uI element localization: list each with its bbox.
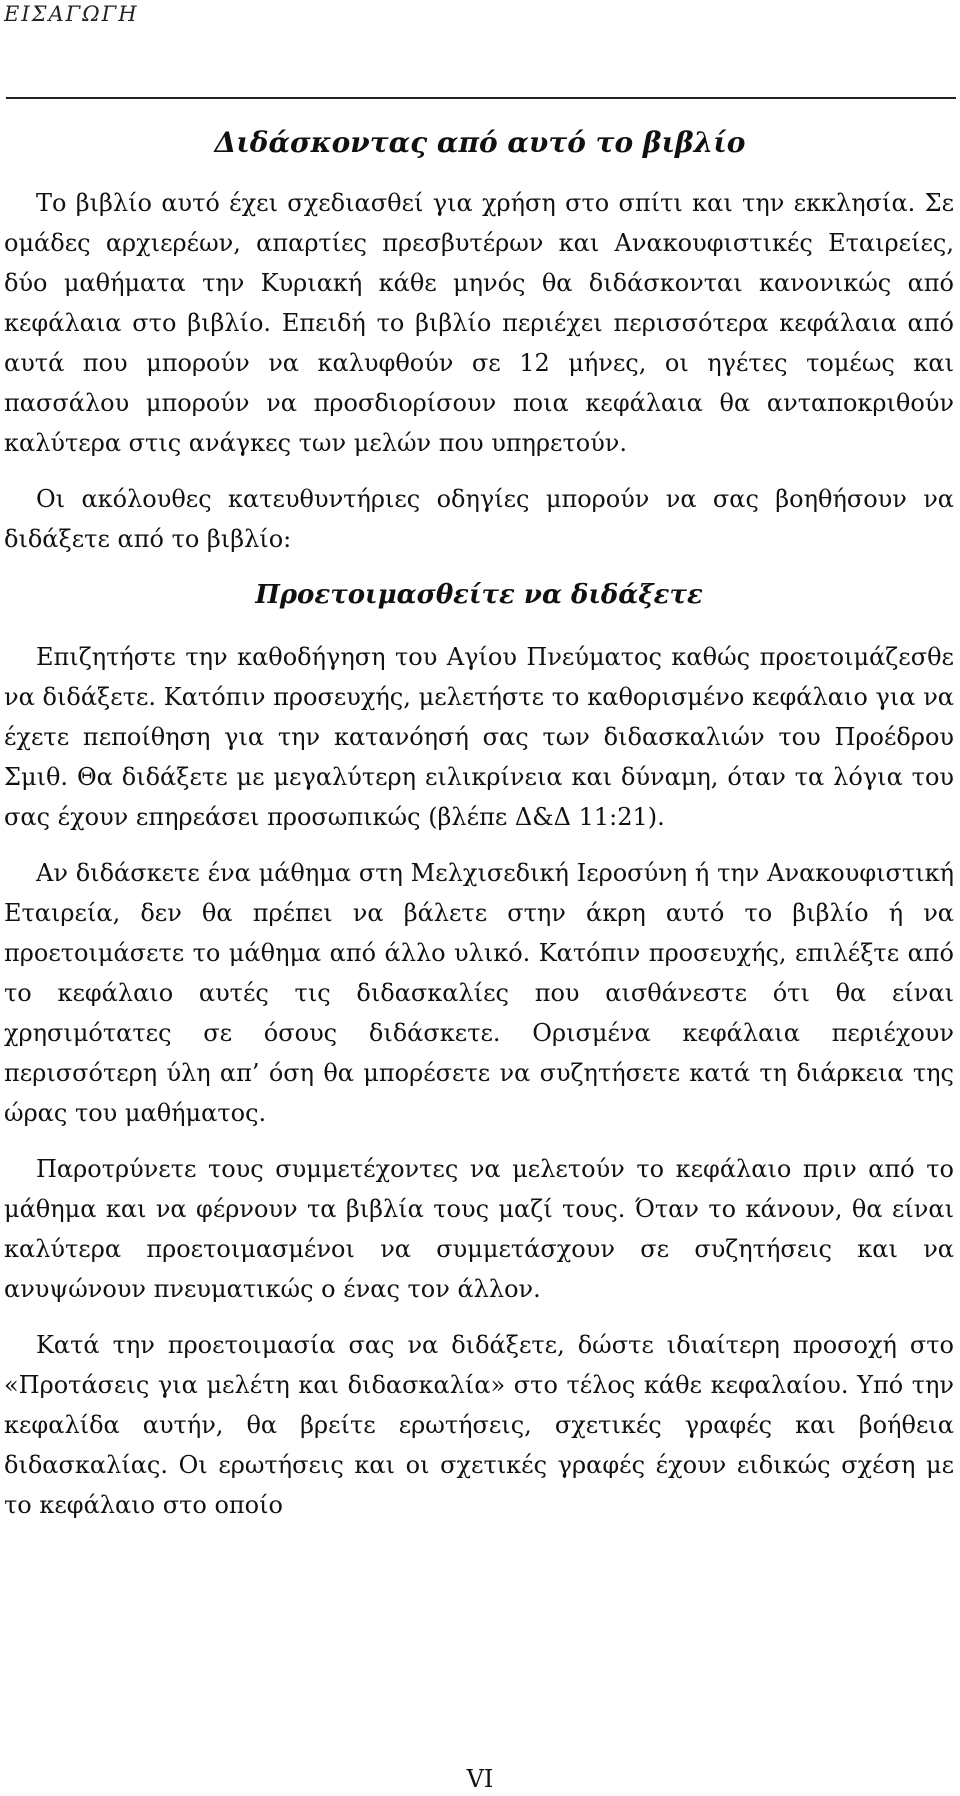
subsection-title: Προετοιμασθείτε να διδάξετε [255, 580, 703, 610]
page-number: VI [466, 1765, 494, 1793]
paragraph: Το βιβλίο αυτό έχει σχεδιασθεί για χρήση στο σπίτι και την εκκλησία. Σε ομάδες αρχιερέων, απαρτίες πρεσβυτέρων και Ανακουφιστικές Εταιρείες, δύο μαθήματα την Κυριακή κάθε μηνός θα διδάσκονται κανονικώς από κεφάλαια στο βιβλίο. Επειδή το βιβλίο περιέχει περισσότερα κεφάλαια από αυτά που μπορούν να καλυφθούν σε 12 μήνες, οι ηγέτες τομέως και πασσάλου μπορούν να προσδιορίσουν ποια κεφάλαια θα ανταποκριθούν καλύτερα στις ανάγκες των μελών που υπηρετούν. [4, 189, 954, 457]
paragraph: Παροτρύνετε τους συμμετέχοντες να μελετούν το κεφάλαιο πριν από το μάθημα και να φέρνουν τα βιβλία τους μαζί τους. Όταν το κάνουν, θα είναι καλύτερα προετοιμασμένοι να συμμετάσχουν σε συζητήσεις και να ανυψώνουν πνευματικώς ο ένας τον άλλον. [4, 1155, 954, 1303]
paragraph: Αν διδάσκετε ένα μάθημα στη Μελχισεδική Ιεροσύνη ή την Ανακουφιστική Εταιρεία, δεν θα πρέπει να βάλετε στην άκρη αυτό το βιβλίο ή να προετοιμάσετε το μάθημα από άλλο υλικό. Κατόπιν προσευχής, επιλέξτε από το κεφάλαιο αυτές τις διδασκαλίες που αισθάνεστε ότι θα είναι χρησιμότατες σε όσους διδάσκετε. Ορισμένα κεφάλαια περιέχουν περισσότερη ύλη απ’ όση θα μπορέσετε να συζητήσετε κατά τη διάρκεια της ώρας του μαθήματος. [4, 859, 954, 1127]
header-rule [6, 97, 956, 99]
body-text [4, 183, 954, 1541]
section-title: Διδάσκοντας από αυτό το βιβλίο [214, 125, 746, 159]
running-header: ΕΙΣΑΓΩΓΗ [4, 2, 139, 26]
paragraph: Επιζητήστε την καθοδήγηση του Αγίου Πνεύματος καθώς προετοιμάζεσθε να διδάξετε. Κατόπιν προσευχής, μελετήστε το καθορισμένο κεφάλαιο για να έχετε πεποίθηση για την κατανόησή σας των διδασκαλιών του Προέδρου Σμιθ. Θα διδάξετε με μεγαλύτερη ειλικρίνεια και δύναμη, όταν τα λόγια του σας έχουν επηρεάσει προσωπικώς (βλέπε Δ&Δ 11:21). [4, 643, 954, 831]
paragraph: Οι ακόλουθες κατευθυντήριες οδηγίες μπορούν να σας βοηθήσουν να διδάξετε από το βιβλίο: [4, 485, 954, 553]
paragraph: Κατά την προετοιμασία σας να διδάξετε, δώστε ιδιαίτερη προσοχή στο «Προτάσεις για μελέτη και διδασκαλία» στο τέλος κάθε κεφαλαίου. Υπό την κεφαλίδα αυτήν, θα βρείτε ερωτήσεις, σχετικές γραφές και βοήθεια διδασκαλίας. Οι ερωτήσεις και οι σχετικές γραφές έχουν ειδικώς σχέση με το κεφάλαιο στο οποίο [4, 1331, 954, 1519]
